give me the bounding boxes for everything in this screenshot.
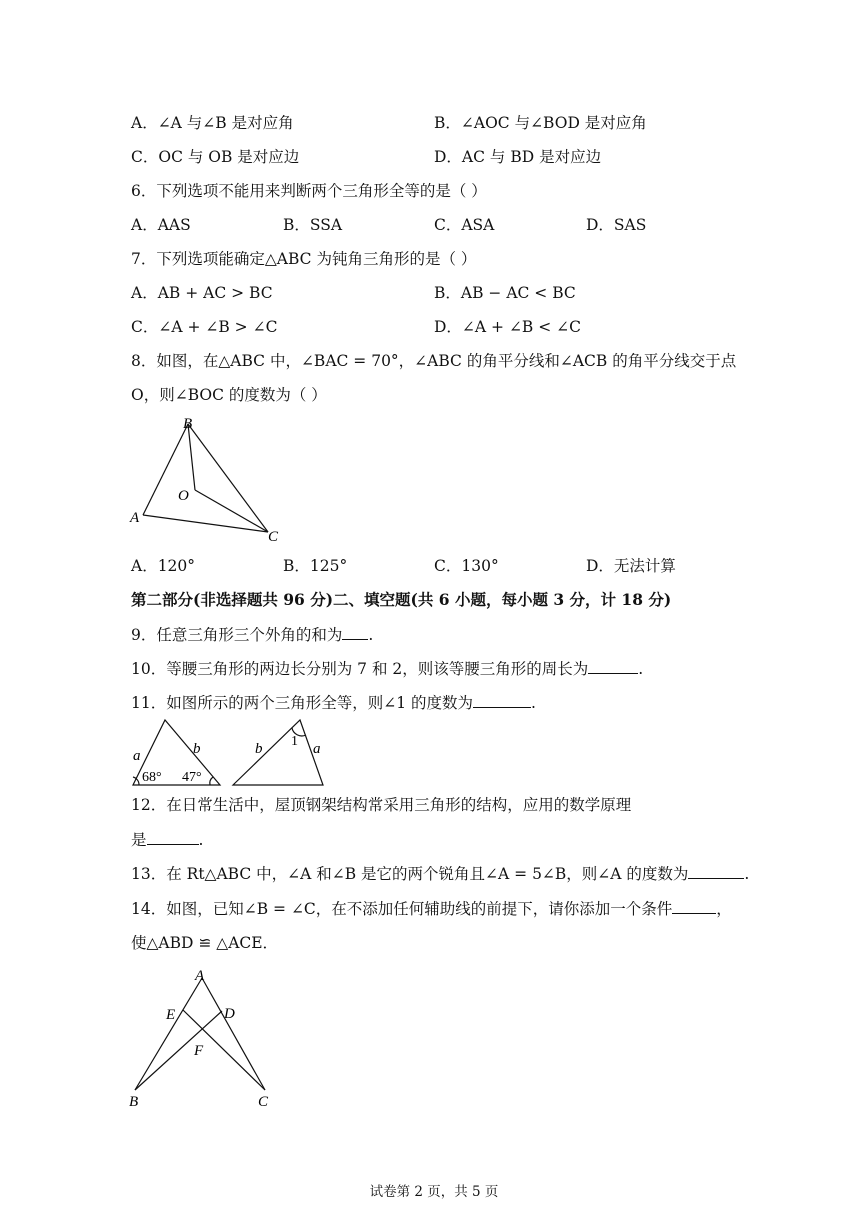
q8-option-a: A．120° (131, 557, 196, 575)
q8-label-a: A (130, 510, 140, 526)
q8-label-b: B (183, 416, 193, 432)
q14-label-b: B (129, 1094, 139, 1110)
q14-line2: 使△ABD ≌ △ACE． (131, 934, 279, 952)
q10-answer-blank[interactable] (588, 659, 638, 674)
q13-end: . (744, 865, 750, 883)
q9-end: . (368, 626, 374, 644)
q8-label-c: C (268, 529, 279, 545)
q11-triangles-figure (125, 715, 335, 790)
q7-option-a: A．AB + AC > BC (131, 284, 273, 302)
q12-line2 (131, 830, 203, 850)
q7-option-b: B．AB − AC < BC (434, 284, 576, 302)
q14-label-d: D (224, 1006, 235, 1022)
q11-angle-47: 47° (182, 770, 202, 785)
q10-line (131, 659, 643, 679)
q11-line (131, 693, 536, 713)
q6-stem: 6．下列选项不能用来判断两个三角形全等的是（ ） (131, 182, 487, 200)
q14-end: ， (716, 900, 732, 918)
q11-end: . (531, 694, 536, 712)
q11-angle-68: 68° (142, 770, 162, 785)
q14-line1 (131, 899, 732, 919)
q6-option-b: B．SSA (283, 216, 343, 234)
q7-stem: 7．下列选项能确定△ABC 为钝角三角形的是（ ） (131, 250, 477, 268)
q12-line1: 12．在日常生活中，屋顶钢架结构常采用三角形的结构，应用的数学原理 (131, 796, 632, 814)
q11-label-b2: b (255, 741, 263, 757)
q9-answer-blank[interactable] (342, 625, 368, 640)
q11-label-b1: b (193, 741, 201, 757)
q9-text: 9．任意三角形三个外角的和为 (131, 626, 343, 644)
q13-text: 13．在 Rt△ABC 中，∠A 和∠B 是它的两个锐角且∠A = 5∠B，则∠A 的度数为 (131, 865, 689, 883)
part2-heading: 第二部分(非选择题共 96 分)二、填空题(共 6 小题，每小题 3 分，计 18 分) (131, 590, 672, 609)
q5-option-d: D．AC 与 BD 是对应边 (434, 148, 602, 166)
q14-label-a: A (195, 968, 205, 984)
q8-stem-line1: 8．如图，在△ABC 中，∠BAC = 70°，∠ABC 的角平分线和∠ACB 的角平分线交于点 (131, 352, 737, 370)
q14-answer-blank[interactable] (672, 899, 716, 914)
q14-label-c: C (258, 1094, 269, 1110)
q6-option-d: D．SAS (586, 216, 647, 234)
page-footer: 试卷第 2 页，共 5 页 (369, 1184, 499, 1200)
q14-triangle-figure (125, 960, 285, 1110)
q10-text: 10．等腰三角形的两边长分别为 7 和 2，则该等腰三角形的周长为 (131, 660, 589, 678)
q5-option-c: C．OC 与 OB 是对应边 (131, 148, 300, 166)
q14-label-f: F (194, 1043, 204, 1059)
q11-text: 11．如图所示的两个三角形全等，则∠1 的度数为 (131, 694, 474, 712)
q12-answer-blank[interactable] (147, 830, 199, 845)
q11-answer-blank[interactable] (473, 693, 531, 708)
q11-label-a1: a (133, 748, 141, 764)
q5-option-a: A．∠A 与∠B 是对应角 (131, 114, 294, 132)
q5-option-b: B．∠AOC 与∠BOD 是对应角 (434, 114, 647, 132)
q11-label-a2: a (313, 741, 321, 757)
q8-stem-line2: O，则∠BOC 的度数为（ ） (131, 386, 327, 404)
q8-option-b: B．125° (283, 557, 348, 575)
q13-answer-blank[interactable] (688, 864, 744, 879)
q11-angle-1: 1 (291, 734, 298, 749)
q13-line (131, 864, 749, 884)
q6-option-a: A．AAS (131, 216, 191, 234)
q8-triangle-figure (125, 410, 295, 550)
q8-option-c: C．130° (434, 557, 499, 575)
q7-option-d: D．∠A + ∠B < ∠C (434, 318, 582, 336)
q14-label-e: E (166, 1007, 176, 1023)
q6-option-c: C．ASA (434, 216, 495, 234)
q10-end: . (638, 660, 644, 678)
q8-option-d: D．无法计算 (586, 557, 676, 575)
q9-line (131, 625, 373, 645)
q12-end: . (198, 831, 204, 849)
q7-option-c: C．∠A + ∠B > ∠C (131, 318, 278, 336)
q12-text: 是 (131, 831, 147, 849)
q14-text: 14．如图，已知∠B = ∠C，在不添加任何辅助线的前提下，请你添加一个条件 (131, 900, 673, 918)
q8-label-o: O (178, 488, 189, 504)
